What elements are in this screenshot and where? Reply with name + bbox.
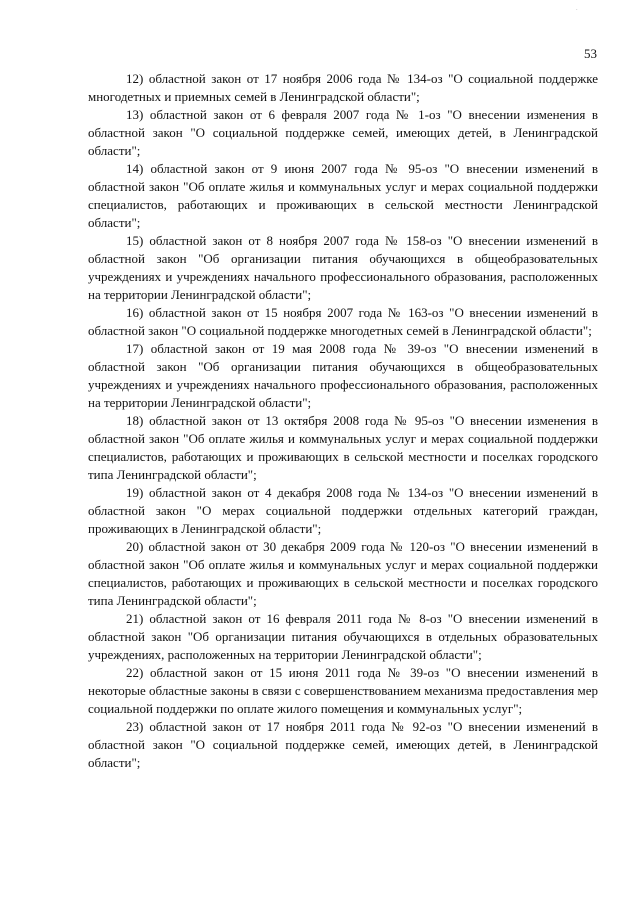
list-item-23: 23) областной закон от 17 ноября 2011 года № 92-оз "О внесении изменений в областной закон "О социальной поддержке семей, имеющих детей, в Ленинградской области"; <box>88 719 598 770</box>
list-item-18: 18) областной закон от 13 октября 2008 года № 95-оз "О внесении изменения в областной закон "Об оплате жилья и коммунальных услуг и мерах социальной поддержки специалистов, работающих и проживающих в сельской местности и поселках городского типа Ленинградской области"; <box>88 413 598 482</box>
list-item-12: 12) областной закон от 17 ноября 2006 года № 134-оз "О социальной поддержке многодетных и приемных семей в Ленинградской области"; <box>88 71 598 104</box>
list-item-15: 15) областной закон от 8 ноября 2007 года № 158-оз "О внесении изменений в областной закон "Об организации питания обучающихся в общеобразовательных учреждениях и учреждениях начального профессионального образования, расположенных на территории Ленинградской области"; <box>88 233 598 302</box>
list-item-14: 14) областной закон от 9 июня 2007 года № 95-оз "О внесении изменений в областной закон "Об оплате жилья и коммунальных услуг и мерах социальной поддержки специалистов, работающих и проживающих в сельской местности Ленинградской области"; <box>88 161 598 230</box>
list-item-21: 21) областной закон от 16 февраля 2011 года № 8-оз "О внесении изменений в областной закон "Об организации питания обучающихся в отдельных образовательных учреждениях, расположенных на территории Ленинградской области"; <box>88 611 598 662</box>
list-item-20: 20) областной закон от 30 декабря 2009 года № 120-оз "О внесении изменений в областной закон "Об оплате жилья и коммунальных услуг и мерах социальной поддержки специалистов, работающих и проживающих в сельской местности и поселках городского типа Ленинградской области"; <box>88 539 598 608</box>
list-item-19: 19) областной закон от 4 декабря 2008 года № 134-оз "О внесении изменений в областной закон "О мерах социальной поддержки отдельных категорий граждан, проживающих в Ленинградской области"; <box>88 485 598 536</box>
scan-mark: · <box>575 6 578 14</box>
page-number: 53 <box>584 46 597 61</box>
list-item-17: 17) областной закон от 19 мая 2008 года № 39-оз "О внесении изменений в областной закон "Об организации питания обучающихся в общеобразовательных учреждениях и учреждениях начального профессионального образования, расположенных на территории Ленинградской области"; <box>88 341 598 410</box>
list-item-16: 16) областной закон от 15 ноября 2007 года № 163-оз "О внесении изменений в областной закон "О социальной поддержке многодетных семей в Ленинградской области"; <box>88 305 598 338</box>
list-item-13: 13) областной закон от 6 февраля 2007 года № 1-оз "О внесении изменения в областной закон "О социальной поддержке семей, имеющих детей, в Ленинградской области"; <box>88 107 598 158</box>
list-item-22: 22) областной закон от 15 июня 2011 года № 39-оз "О внесении изменений в некоторые областные законы в связи с совершенствованием механизма предоставления мер социальной поддержки по оплате жилого помещения и коммунальных услуг"; <box>88 665 598 716</box>
document-body <box>88 70 598 772</box>
